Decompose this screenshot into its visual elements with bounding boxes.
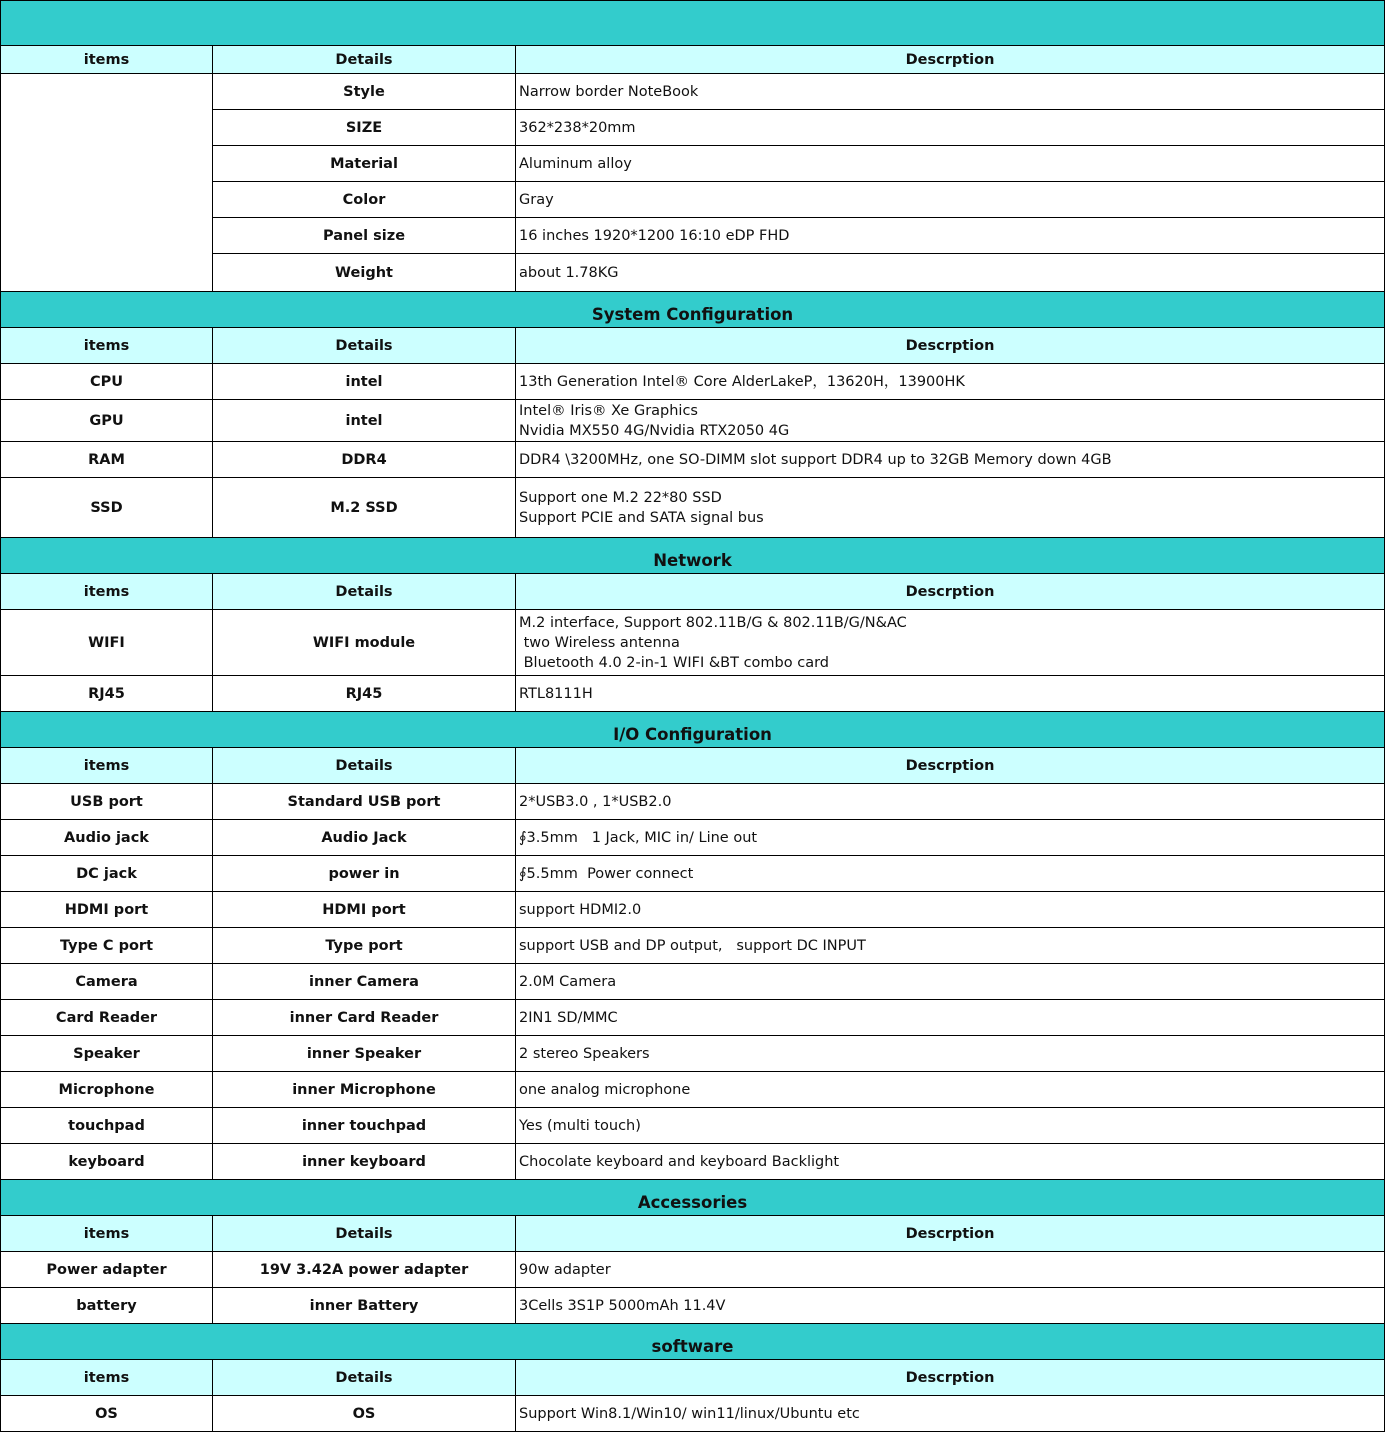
table-row bbox=[1, 1252, 1385, 1288]
row-description: support HDMI2.0 bbox=[516, 892, 1385, 928]
header-description: Descrption bbox=[516, 574, 1385, 610]
table-row bbox=[1, 74, 1385, 110]
header-items: items bbox=[1, 748, 213, 784]
header-description: Descrption bbox=[516, 46, 1385, 74]
row-item: Speaker bbox=[1, 1036, 213, 1072]
row-description: about 1.78KG bbox=[516, 254, 1385, 292]
row-description: 13th Generation Intel® Core AlderLakeP，13620H，13900HK bbox=[516, 364, 1385, 400]
row-description: 90w adapter bbox=[516, 1252, 1385, 1288]
row-description: 2*USB3.0 , 1*USB2.0 bbox=[516, 784, 1385, 820]
section-title-row bbox=[1, 538, 1385, 574]
table-row bbox=[1, 1036, 1385, 1072]
row-detail: inner keyboard bbox=[213, 1144, 516, 1180]
row-item: WIFI bbox=[1, 610, 213, 676]
row-detail: Style bbox=[213, 74, 516, 110]
row-detail: M.2 SSD bbox=[213, 478, 516, 538]
row-item: Card Reader bbox=[1, 1000, 213, 1036]
header-details: Details bbox=[213, 46, 516, 74]
table-row bbox=[1, 784, 1385, 820]
row-item: Camera bbox=[1, 964, 213, 1000]
row-item: CPU bbox=[1, 364, 213, 400]
row-detail: Panel size bbox=[213, 218, 516, 254]
table-row bbox=[1, 892, 1385, 928]
header-details: Details bbox=[213, 328, 516, 364]
row-item: Audio jack bbox=[1, 820, 213, 856]
header-items: items bbox=[1, 1360, 213, 1396]
row-detail: Color bbox=[213, 182, 516, 218]
column-header-row bbox=[1, 1216, 1385, 1252]
header-description: Descrption bbox=[516, 748, 1385, 784]
row-description: 362*238*20mm bbox=[516, 110, 1385, 146]
row-item: OS bbox=[1, 1396, 213, 1432]
row-description: RTL8111H bbox=[516, 676, 1385, 712]
row-item: RJ45 bbox=[1, 676, 213, 712]
row-item: Power adapter bbox=[1, 1252, 213, 1288]
header-details: Details bbox=[213, 574, 516, 610]
row-item: HDMI port bbox=[1, 892, 213, 928]
table-row bbox=[1, 442, 1385, 478]
section-title-row bbox=[1, 292, 1385, 328]
row-detail: inner Battery bbox=[213, 1288, 516, 1324]
row-item: DC jack bbox=[1, 856, 213, 892]
row-detail: WIFI module bbox=[213, 610, 516, 676]
column-header-row bbox=[1, 1360, 1385, 1396]
row-item: battery bbox=[1, 1288, 213, 1324]
section-title: Network bbox=[1, 538, 1385, 574]
header-items: items bbox=[1, 574, 213, 610]
row-description: support USB and DP output, support DC INPUT bbox=[516, 928, 1385, 964]
row-detail: RJ45 bbox=[213, 676, 516, 712]
row-description: Aluminum alloy bbox=[516, 146, 1385, 182]
header-description: Descrption bbox=[516, 1360, 1385, 1396]
row-description: DDR4 \3200MHz, one SO-DIMM slot support DDR4 up to 32GB Memory down 4GB bbox=[516, 442, 1385, 478]
row-detail: Weight bbox=[213, 254, 516, 292]
row-detail: power in bbox=[213, 856, 516, 892]
row-detail: inner Card Reader bbox=[213, 1000, 516, 1036]
table-row bbox=[1, 820, 1385, 856]
row-item: touchpad bbox=[1, 1108, 213, 1144]
section-title-row bbox=[1, 1324, 1385, 1360]
section-title-row bbox=[1, 1180, 1385, 1216]
row-detail: intel bbox=[213, 400, 516, 442]
table-row bbox=[1, 1072, 1385, 1108]
row-description: Intel® Iris® Xe Graphics Nvidia MX550 4G/Nvidia RTX2050 4G bbox=[516, 400, 1385, 442]
table-row bbox=[1, 964, 1385, 1000]
row-description: 2 stereo Speakers bbox=[516, 1036, 1385, 1072]
table-row bbox=[1, 856, 1385, 892]
section-title: software bbox=[1, 1324, 1385, 1360]
row-detail: DDR4 bbox=[213, 442, 516, 478]
row-item: USB port bbox=[1, 784, 213, 820]
table-row bbox=[1, 676, 1385, 712]
row-description: Gray bbox=[516, 182, 1385, 218]
row-description: M.2 interface, Support 802.11B/G & 802.11B/G/N&AC two Wireless antenna Bluetooth 4.0 2-in-1 WIFI &BT combo card bbox=[516, 610, 1385, 676]
row-item: keyboard bbox=[1, 1144, 213, 1180]
header-items: items bbox=[1, 328, 213, 364]
row-description: ∮3.5mm 1 Jack, MIC in/ Line out bbox=[516, 820, 1385, 856]
row-description: ∮5.5mm Power connect bbox=[516, 856, 1385, 892]
row-detail: SIZE bbox=[213, 110, 516, 146]
row-item: SSD bbox=[1, 478, 213, 538]
header-items: items bbox=[1, 46, 213, 74]
row-detail: Material bbox=[213, 146, 516, 182]
header-description: Descrption bbox=[516, 1216, 1385, 1252]
table-row bbox=[1, 1396, 1385, 1432]
table-row bbox=[1, 400, 1385, 442]
section-title: I/O Configuration bbox=[1, 712, 1385, 748]
column-header-row bbox=[1, 748, 1385, 784]
row-detail: 19V 3.42A power adapter bbox=[213, 1252, 516, 1288]
row-description: 2IN1 SD/MMC bbox=[516, 1000, 1385, 1036]
row-detail: Standard USB port bbox=[213, 784, 516, 820]
row-item: RAM bbox=[1, 442, 213, 478]
section-title bbox=[1, 1, 1385, 46]
table-row bbox=[1, 928, 1385, 964]
row-detail: Audio Jack bbox=[213, 820, 516, 856]
header-details: Details bbox=[213, 1360, 516, 1396]
row-description: 2.0M Camera bbox=[516, 964, 1385, 1000]
table-row bbox=[1, 1108, 1385, 1144]
row-detail: intel bbox=[213, 364, 516, 400]
table-row bbox=[1, 610, 1385, 676]
row-description: 3Cells 3S1P 5000mAh 11.4V bbox=[516, 1288, 1385, 1324]
header-details: Details bbox=[213, 1216, 516, 1252]
row-description: Support one M.2 22*80 SSD Support PCIE and SATA signal bus bbox=[516, 478, 1385, 538]
row-item: Type C port bbox=[1, 928, 213, 964]
row-item: Microphone bbox=[1, 1072, 213, 1108]
row-item: GPU bbox=[1, 400, 213, 442]
section-title: System Configuration bbox=[1, 292, 1385, 328]
row-description: one analog microphone bbox=[516, 1072, 1385, 1108]
table-row bbox=[1, 478, 1385, 538]
row-description: Chocolate keyboard and keyboard Backlight bbox=[516, 1144, 1385, 1180]
header-details: Details bbox=[213, 748, 516, 784]
table-row bbox=[1, 364, 1385, 400]
section-title-row bbox=[1, 1, 1385, 46]
row-detail: HDMI port bbox=[213, 892, 516, 928]
row-detail: inner Speaker bbox=[213, 1036, 516, 1072]
column-header-row bbox=[1, 328, 1385, 364]
section-title-row bbox=[1, 712, 1385, 748]
table-row bbox=[1, 1000, 1385, 1036]
row-description: 16 inches 1920*1200 16:10 eDP FHD bbox=[516, 218, 1385, 254]
row-detail: Type port bbox=[213, 928, 516, 964]
column-header-row bbox=[1, 574, 1385, 610]
row-detail: inner Microphone bbox=[213, 1072, 516, 1108]
row-detail: inner Camera bbox=[213, 964, 516, 1000]
row-description: Support Win8.1/Win10/ win11/linux/Ubuntu etc bbox=[516, 1396, 1385, 1432]
header-description: Descrption bbox=[516, 328, 1385, 364]
table-row bbox=[1, 1144, 1385, 1180]
table-row bbox=[1, 1288, 1385, 1324]
row-description: Yes (multi touch) bbox=[516, 1108, 1385, 1144]
row-item bbox=[1, 74, 213, 292]
row-detail: OS bbox=[213, 1396, 516, 1432]
row-detail: inner touchpad bbox=[213, 1108, 516, 1144]
column-header-row bbox=[1, 46, 1385, 74]
row-description: Narrow border NoteBook bbox=[516, 74, 1385, 110]
section-title: Accessories bbox=[1, 1180, 1385, 1216]
header-items: items bbox=[1, 1216, 213, 1252]
